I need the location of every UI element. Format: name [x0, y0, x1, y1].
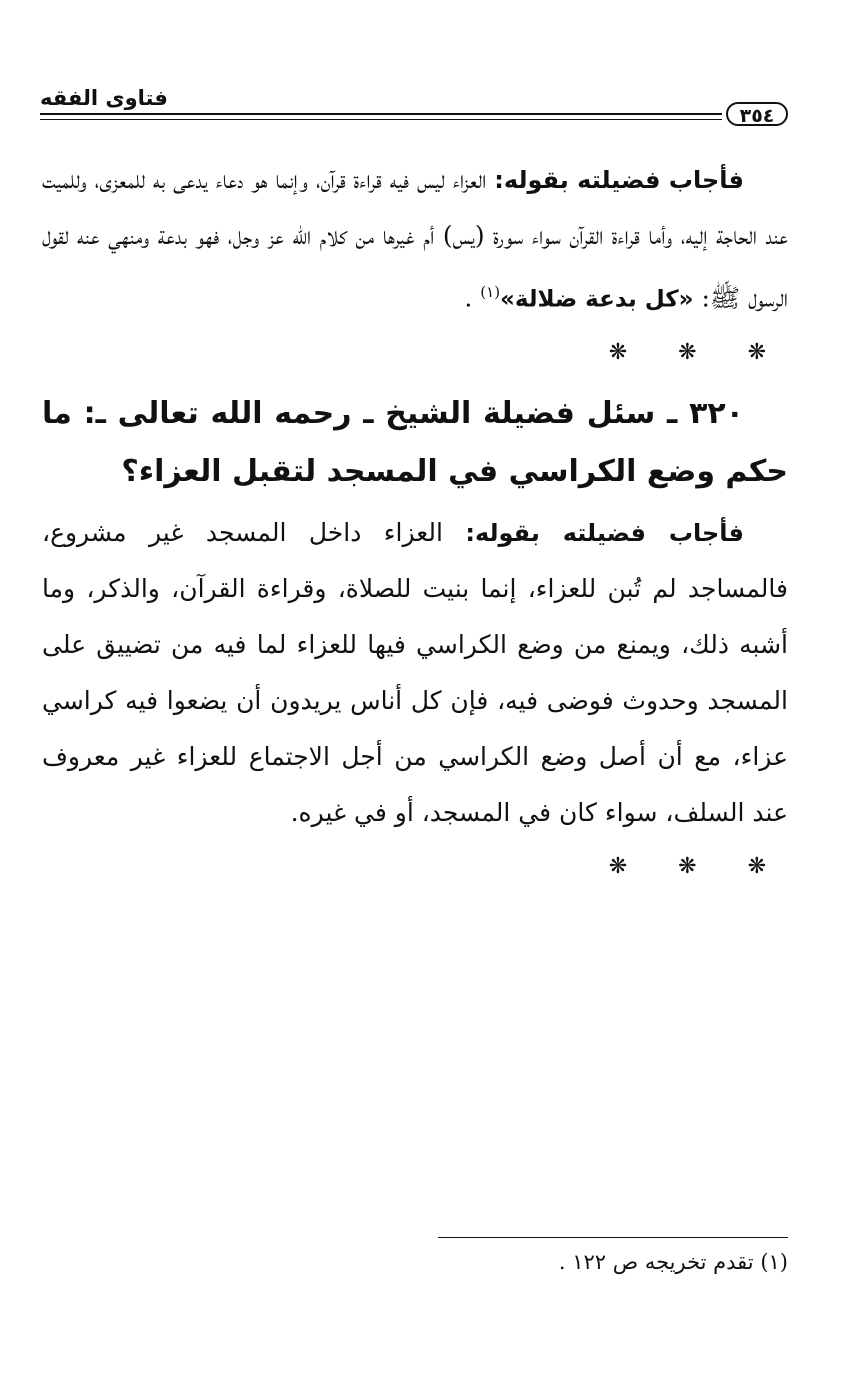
separator-star: ❋ — [678, 854, 697, 880]
answer-text: العزاء ليس فيه قراءة قرآن، وإنما هو دعاء يدعى به للمعزى، وللميت عند الحاجة إليه، وأما قراءة القرآن سواء سورة (يس) أم غيرها من كلام الله عز وجل، فهو بدعة ومنهي عنه لقول الرسول ﷺ: — [42, 165, 788, 313]
separator-star: ❋ — [608, 854, 628, 880]
answer-paragraph-2 — [42, 505, 788, 841]
separator-star: ❋ — [747, 854, 766, 880]
page-number: ٣٥٤ — [726, 102, 788, 126]
footnote-reference: (١) — [480, 283, 501, 301]
running-title: فتاوى الفقه — [40, 86, 168, 110]
header-rule — [40, 113, 722, 115]
header-rule-thin — [40, 119, 722, 120]
footnote — [559, 1250, 788, 1274]
page-body — [42, 152, 788, 893]
page-header — [40, 86, 788, 126]
separator-star: ❋ — [608, 340, 628, 366]
question-number: ٣٢٠ — [689, 396, 744, 432]
separator-star: ❋ — [678, 340, 697, 366]
answer-lead: فأجاب فضيلته بقوله: — [465, 519, 745, 548]
answer-text: العزاء داخل المسجد غير مشروع، فالمساجد لم تُبن للعزاء، إنما بنيت للصلاة، وقراءة القرآن، والذكر، وما أشبه ذلك، ويمنع من وضع الكراسي فيها للعزاء لما فيه من تضييق على المسجد وحدوث فوضى فيه، فإن كل أناس يريدون أن يضعوا فيه كراسي عزاء، مع أن أصل وضع الكراسي من أجل الاجتماع للعزاء غير معروف عند السلف، سواء كان في المسجد، أو في غيره. — [42, 518, 788, 828]
separator-star: ❋ — [747, 340, 766, 366]
section-separator — [42, 327, 788, 379]
question-heading — [42, 385, 788, 501]
answer-end: . — [464, 283, 481, 313]
answer-paragraph-1 — [42, 152, 788, 327]
hadith-quote: «كل بدعة ضلالة» — [500, 286, 694, 313]
section-separator — [42, 841, 788, 893]
answer-lead: فأجاب فضيلته بقوله: — [494, 166, 744, 194]
footnote-marker: (١) — [760, 1250, 788, 1274]
question-text: ـ سئل فضيلة الشيخ ـ رحمه الله تعالى ـ: ما حكم وضع الكراسي في المسجد لتقبل العزاء؟ — [42, 396, 788, 490]
footnote-divider — [438, 1237, 788, 1238]
footnote-text: تقدم تخريجه ص ١٢٢ . — [558, 1250, 761, 1274]
